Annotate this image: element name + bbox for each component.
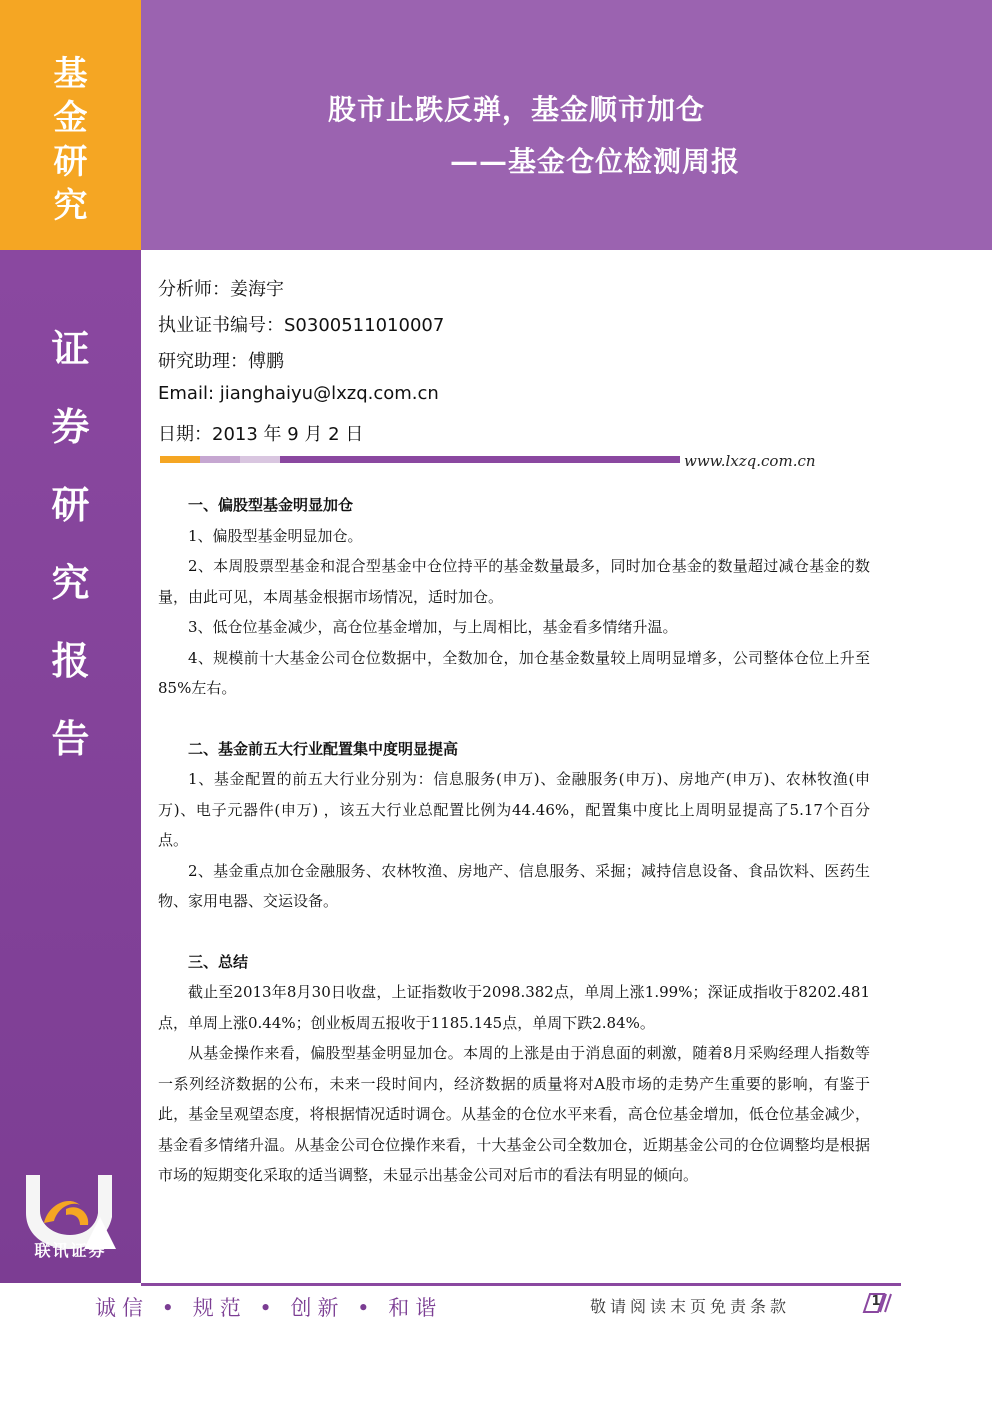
paragraph: 从基金操作来看，偏股型基金明显加仓。本周的上涨是由于消息面的刺激，随着8月采购经理人指数等一系列经济数据的公布，未来一段时间内，经济数据的质量将对A股市场的走势产生重要的影响，有鉴于此，基金呈观望态度，将根据情况适时调仓。从基金的仓位水平来看，高仓位基金增加，低仓位基金减少，基金看多情绪升温。从基金公司仓位操作来看，十大基金公司全数加仓，近期基金公司的仓位调整均是根据市场的短期变化采取的适当调整，未显示出基金公司对后市的看法有明显的倾向。 xyxy=(158,1044,870,1184)
footer-motto: 诚信 • 规范 • 创新 • 和谐 xyxy=(95,1296,443,1320)
paragraph: 1、偏股型基金明显加仓。 xyxy=(188,526,363,545)
paragraph: 1、基金配置的前五大行业分别为：信息服务(申万)、金融服务(申万)、房地产(申万)、农林牧渔(申万)、电子元器件(申万) ，该五大行业总配置比例为44.46%，配置集中度比上周明显提高了5.17个百分点。 xyxy=(158,770,870,849)
report-subtitle: ——基金仓位检测周报 xyxy=(450,145,741,178)
paragraph: 3、低仓位基金减少，高仓位基金增加，与上周相比，基金看多情绪升温。 xyxy=(188,618,678,636)
section-heading: 三、总结 xyxy=(188,952,249,971)
footer-divider xyxy=(141,1283,901,1286)
paragraph: 2、基金重点加仓金融服务、农林牧渔、房地产、信息服务、采掘；减持信息设备、食品饮料、医药生物、家用电器、交运设备。 xyxy=(158,861,870,910)
report-date: 日期：2013 年 9 月 2 日 xyxy=(158,424,364,445)
paragraph: 截止至2013年8月30日收盘，上证指数收于2098.382点，单周上涨1.99%；深证成指收于8202.481点，单周上涨0.44%；创业板周五报收于1185.145点，单周下跌2.84%。 xyxy=(158,983,870,1032)
section-heading: 二、基金前五大行业配置集中度明显提高 xyxy=(188,739,459,758)
sidebar-label-securities-report: 证 券 研 究 报 告 xyxy=(51,326,90,761)
paragraph: 2、本周股票型基金和混合型基金中仓位持平的基金数量最多，同时加仓基金的数量超过减仓基金的数量，由此可见，本周基金根据市场情况，适时加仓。 xyxy=(158,557,870,606)
analyst-name: 分析师：姜海宇 xyxy=(158,279,284,300)
company-name: 联讯证券 xyxy=(34,1241,107,1260)
section-heading: 一、偏股型基金明显加仓 xyxy=(188,496,354,514)
email-address: Email: jianghaiyu@lxzq.com.cn xyxy=(158,383,439,404)
footer-disclaimer: 敬请阅读末页免责条款 xyxy=(590,1297,791,1316)
research-assistant: 研究助理：傅鹏 xyxy=(158,351,284,372)
header-divider xyxy=(160,456,680,463)
report-title: 股市止跌反弹，基金顺市加仓 xyxy=(328,93,706,126)
report-body xyxy=(158,490,870,1191)
page-number: 1 xyxy=(858,1292,894,1314)
paragraph: 4、规模前十大基金公司仓位数据中，全数加仓，加仓基金数量较上周明显增多，公司整体仓位上升至85%左右。 xyxy=(158,648,870,697)
license-number: 执业证书编号：S0300511010007 xyxy=(158,315,445,336)
website-url: www.lxzq.com.cn xyxy=(684,452,816,470)
sidebar-label-fund-research: 基 金 研 究 xyxy=(53,54,88,226)
